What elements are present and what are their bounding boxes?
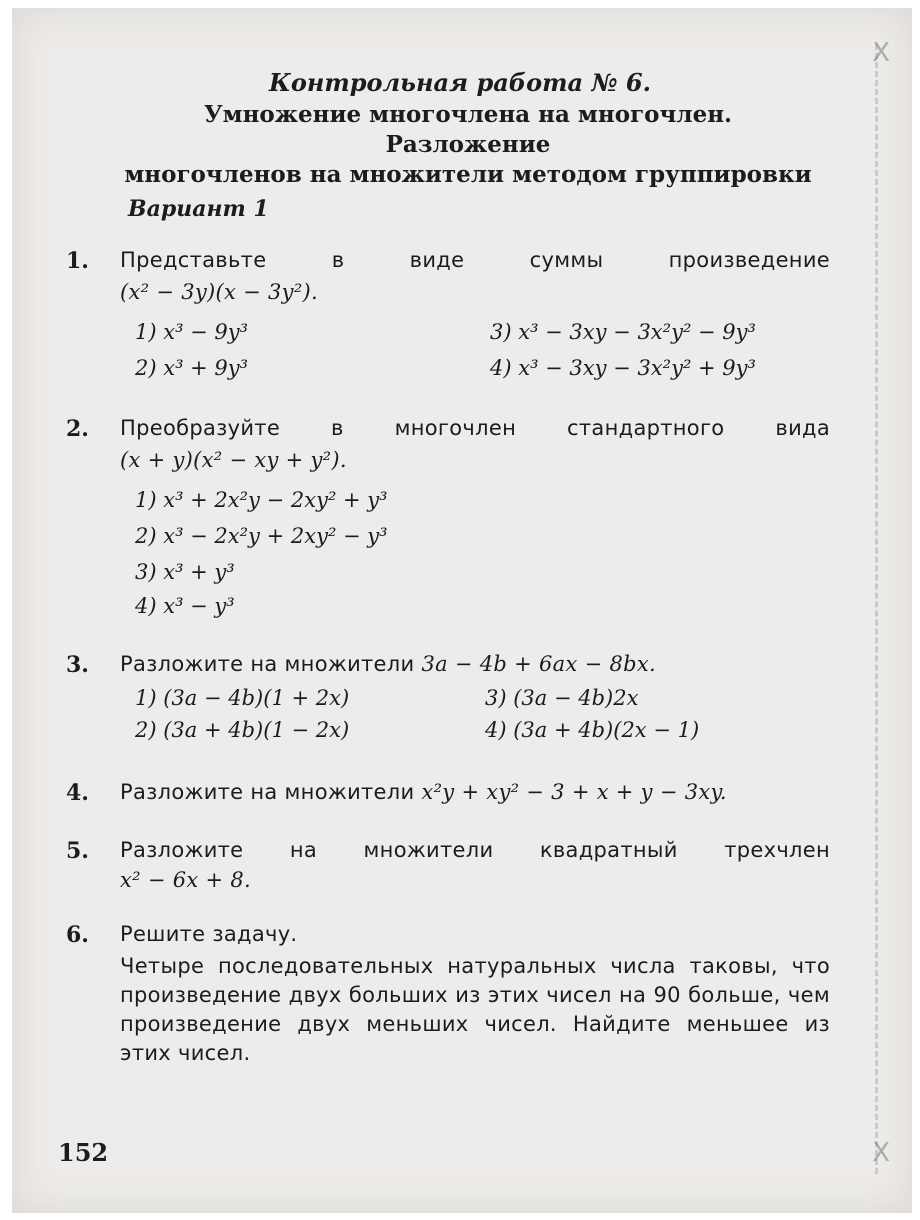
task-4-number: 4. (66, 780, 89, 806)
task-2-expression: (x + y)(x² − xy + y²). (120, 448, 347, 472)
task-4-line (120, 780, 727, 804)
page-number: 152 (58, 1138, 109, 1167)
task-3-option-3: 3) (3a − 4b)2x (485, 686, 639, 710)
task-3-number: 3. (66, 652, 89, 678)
task-3-option-1: 1) (3a − 4b)(1 + 2x) (135, 686, 350, 710)
task-4-expression: x²y + xy² − 3 + x + y − 3xy. (421, 780, 727, 804)
topic-line-1: Умножение многочлена на многочлен. Разложение (203, 101, 733, 158)
task-6-number: 6. (66, 922, 89, 948)
task-5-prompt: Разложите на множители квадратный трехчлен (120, 838, 830, 862)
task-2-number: 2. (66, 416, 89, 442)
task-2-prompt: Преобразуйте в многочлен стандартного вида (120, 416, 830, 440)
task-1-number: 1. (66, 248, 89, 274)
task-2-option-1: 1) x³ + 2x²y − 2xy² + y³ (135, 488, 388, 512)
task-1-prompt: Представьте в виде суммы произведение (120, 248, 830, 272)
task-2-option-2: 2) x³ − 2x²y + 2xy² − y³ (135, 524, 388, 548)
task-1-option-2: 2) x³ + 9y³ (135, 356, 249, 380)
variant-label: Вариант 1 (128, 196, 269, 222)
task-1-option-3: 3) x³ − 3xy − 3x²y² − 9y³ (490, 320, 756, 344)
topic-title (118, 100, 818, 190)
task-5-number: 5. (66, 838, 89, 864)
task-3-option-4: 4) (3a + 4b)(2x − 1) (485, 718, 700, 742)
task-4-prompt: Разложите на множители (120, 780, 415, 804)
task-3-expression: 3a − 4b + 6ax − 8bx. (421, 652, 657, 676)
work-title: Контрольная работа № 6. (269, 68, 651, 97)
task-1-option-4: 4) x³ − 3xy − 3x²y² + 9y³ (490, 356, 756, 380)
edge-x-top: X (872, 38, 890, 68)
task-3-line (120, 652, 656, 676)
task-6-body: Четыре последовательных натуральных числа таковы, что произведение двух больших из этих чисел на 90 больше, чем произведение двух меньших чисел. Найдите меньшее из этих чисел. (120, 954, 830, 1065)
task-3-option-2: 2) (3a + 4b)(1 − 2x) (135, 718, 350, 742)
task-6-prompt: Решите задачу. (120, 922, 298, 946)
task-5-expression: x² − 6x + 8. (120, 868, 251, 892)
edge-x-bottom: X (872, 1138, 890, 1168)
task-1-expression: (x² − 3y)(x − 3y²). (120, 280, 319, 304)
topic-line-2: многочленов на множители методом группировки (124, 161, 812, 188)
task-1-option-1: 1) x³ − 9y³ (135, 320, 249, 344)
task-2-option-4: 4) x³ − y³ (135, 594, 235, 618)
task-3-prompt: Разложите на множители (120, 652, 415, 676)
task-2-option-3: 3) x³ + y³ (135, 560, 235, 584)
